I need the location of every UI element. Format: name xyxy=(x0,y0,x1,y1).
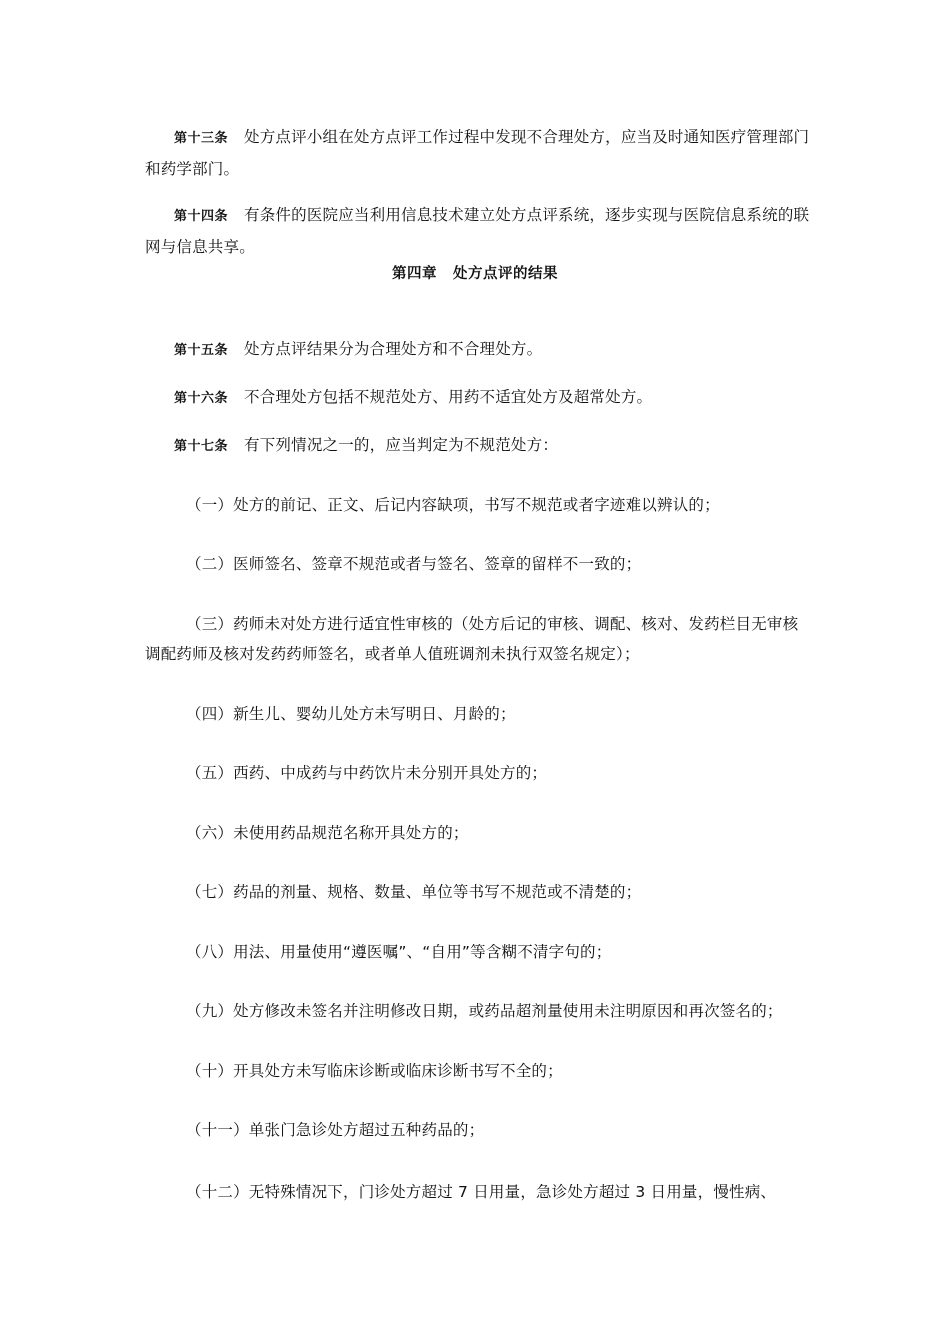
list-item: （七）药品的剂量、规格、数量、单位等书写不规范或不清楚的； xyxy=(186,883,642,901)
list-item: （九）处方修改未签名并注明修改日期，或药品超剂量使用未注明原因和再次签名的； xyxy=(186,1002,783,1020)
article-text: 处方点评结果分为合理处方和不合理处方。 xyxy=(244,340,543,358)
article-text: 不合理处方包括不规范处方、用药不适宜处方及超常处方。 xyxy=(244,388,653,406)
list-item: （十）开具处方未写临床诊断或临床诊断书写不全的； xyxy=(186,1062,563,1080)
article-text: 有下列情况之一的，应当判定为不规范处方： xyxy=(244,436,559,454)
chapter-number: 第四章 xyxy=(392,266,437,282)
article-15 xyxy=(145,334,810,366)
list-item: （十一）单张门急诊处方超过五种药品的； xyxy=(186,1121,485,1139)
list-item: （四）新生儿、婴幼儿处方未写明日、月龄的； xyxy=(186,705,516,723)
chapter-title: 处方点评的结果 xyxy=(453,266,558,282)
article-17 xyxy=(145,430,810,462)
article-16 xyxy=(145,382,810,414)
list-item: （五）西药、中成药与中药饮片未分别开具处方的； xyxy=(186,764,548,782)
chapter-heading xyxy=(0,262,950,286)
list-item: （十二）无特殊情况下，门诊处方超过 7 日用量，急诊处方超过 3 日用量，慢性病、 xyxy=(186,1183,777,1201)
list-item: （一）处方的前记、正文、后记内容缺项，书写不规范或者字迹难以辨认的； xyxy=(186,496,720,514)
article-number: 第十六条 xyxy=(174,391,229,406)
article-13 xyxy=(145,122,810,184)
article-number: 第十五条 xyxy=(174,343,229,358)
article-number: 第十七条 xyxy=(174,439,229,454)
list-item: （六）未使用药品规范名称开具处方的； xyxy=(186,824,469,842)
article-14 xyxy=(145,200,810,262)
list-item: （二）医师签名、签章不规范或者与签名、签章的留样不一致的； xyxy=(186,555,642,573)
list-item: （三）药师未对处方进行适宜性审核的（处方后记的审核、调配、核对、发药栏目无审核调配药师及核对发药药师签名，或者单人值班调剂未执行双签名规定）； xyxy=(145,615,799,663)
article-number: 第十三条 xyxy=(174,131,229,146)
article-text: 有条件的医院应当利用信息技术建立处方点评系统，逐步实现与医院信息系统的联网与信息共享。 xyxy=(145,206,810,256)
list-item: （八）用法、用量使用“遵医嘱”、“自用”等含糊不清字句的； xyxy=(186,943,612,961)
article-text: 处方点评小组在处方点评工作过程中发现不合理处方，应当及时通知医疗管理部门和药学部门。 xyxy=(145,128,810,178)
article-number: 第十四条 xyxy=(174,209,229,224)
